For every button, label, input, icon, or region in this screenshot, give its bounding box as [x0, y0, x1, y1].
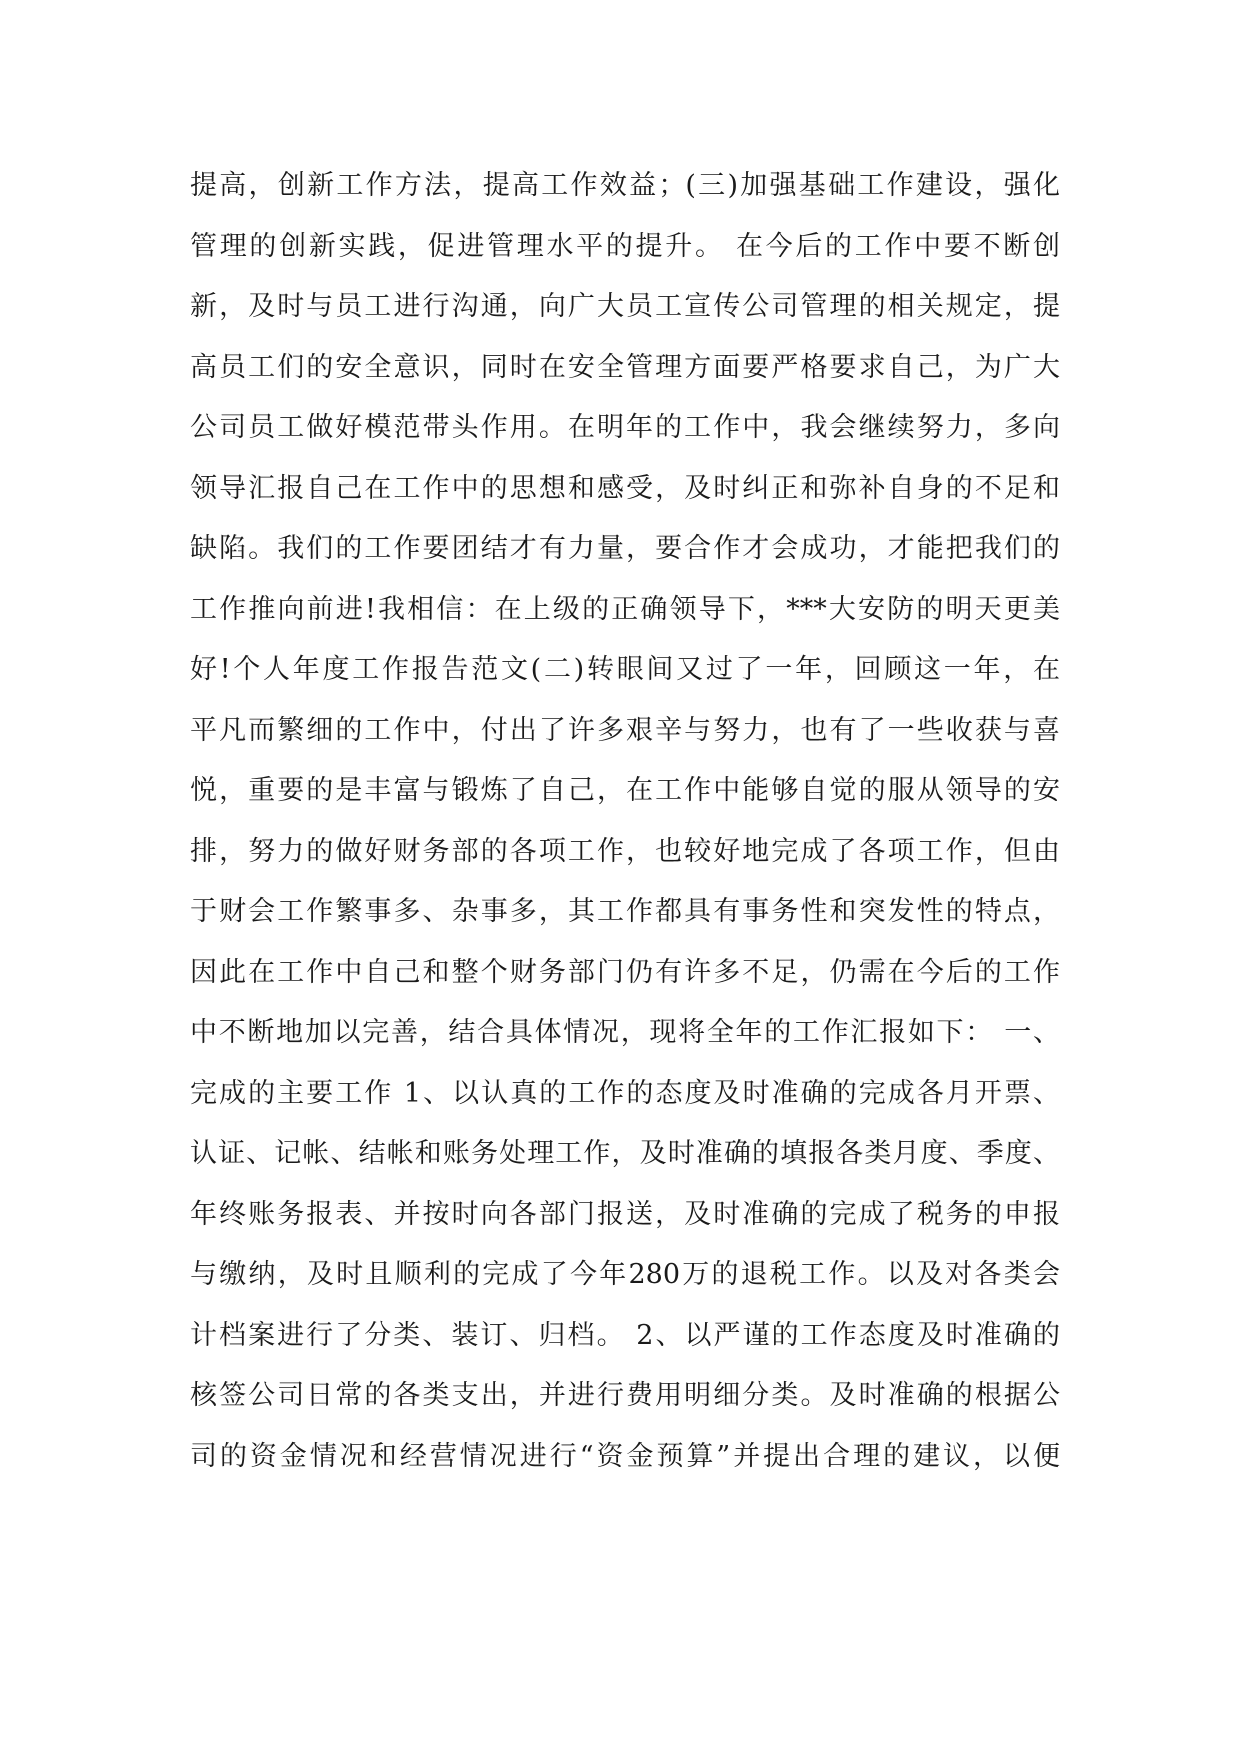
text-line: 工作推向前进!我相信：在上级的正确领导下，***大安防的明天更美 — [190, 593, 1060, 625]
text-line: 排，努力的做好财务部的各项工作，也较好地完成了各项工作，但由 — [190, 835, 1060, 867]
text-line: 悦，重要的是丰富与锻炼了自己，在工作中能够自觉的服从领导的安 — [190, 775, 1060, 806]
text-line: 中不断地加以完善，结合具体情况，现将全年的工作汇报如下： 一、 — [190, 1017, 1060, 1048]
text-line: 平凡而繁细的工作中，付出了许多艰辛与努力，也有了一些收获与喜 — [190, 714, 1060, 746]
text-line: 与缴纳，及时且顺利的完成了今年280万的退税工作。以及对各类会 — [190, 1259, 1060, 1290]
text-line: 计档案进行了分类、装订、归档。 2、以严谨的工作态度及时准确的 — [190, 1319, 1060, 1351]
text-line: 年终账务报表、并按时向各部门报送，及时准确的完成了税务的申报 — [190, 1198, 1060, 1230]
text-line: 公司员工做好模范带头作用。在明年的工作中，我会继续努力，多向 — [190, 412, 1060, 443]
text-line: 完成的主要工作 1、以认真的工作的态度及时准确的完成各月开票、 — [190, 1077, 1060, 1109]
text-line: 司的资金情况和经营情况进行“资金预算”并提出合理的建议，以便 — [190, 1440, 1060, 1472]
text-line: 领导汇报自己在工作中的思想和感受，及时纠正和弥补自身的不足和 — [190, 472, 1060, 504]
text-line: 因此在工作中自己和整个财务部门仍有许多不足，仍需在今后的工作 — [190, 956, 1060, 988]
text-line: 缺陷。我们的工作要团结才有力量，要合作才会成功，才能把我们的 — [190, 533, 1060, 564]
text-line: 认证、记帐、结帐和账务处理工作，及时准确的填报各类月度、季度、 — [190, 1138, 1060, 1169]
body-text — [190, 156, 1060, 1487]
text-line: 高员工们的安全意识，同时在安全管理方面要严格要求自己，为广大 — [190, 351, 1060, 383]
text-line: 于财会工作繁事多、杂事多，其工作都具有事务性和突发性的特点， — [190, 896, 1060, 927]
text-line: 新，及时与员工进行沟通，向广大员工宣传公司管理的相关规定，提 — [190, 291, 1060, 322]
text-line: 提高，创新工作方法，提高工作效益；(三)加强基础工作建设，强化 — [190, 170, 1060, 201]
text-line: 核签公司日常的各类支出，并进行费用明细分类。及时准确的根据公 — [190, 1380, 1060, 1411]
text-line: 管理的创新实践，促进管理水平的提升。 在今后的工作中要不断创 — [190, 230, 1060, 262]
text-line: 好!个人年度工作报告范文(二)转眼间又过了一年，回顾这一年，在 — [190, 654, 1060, 685]
